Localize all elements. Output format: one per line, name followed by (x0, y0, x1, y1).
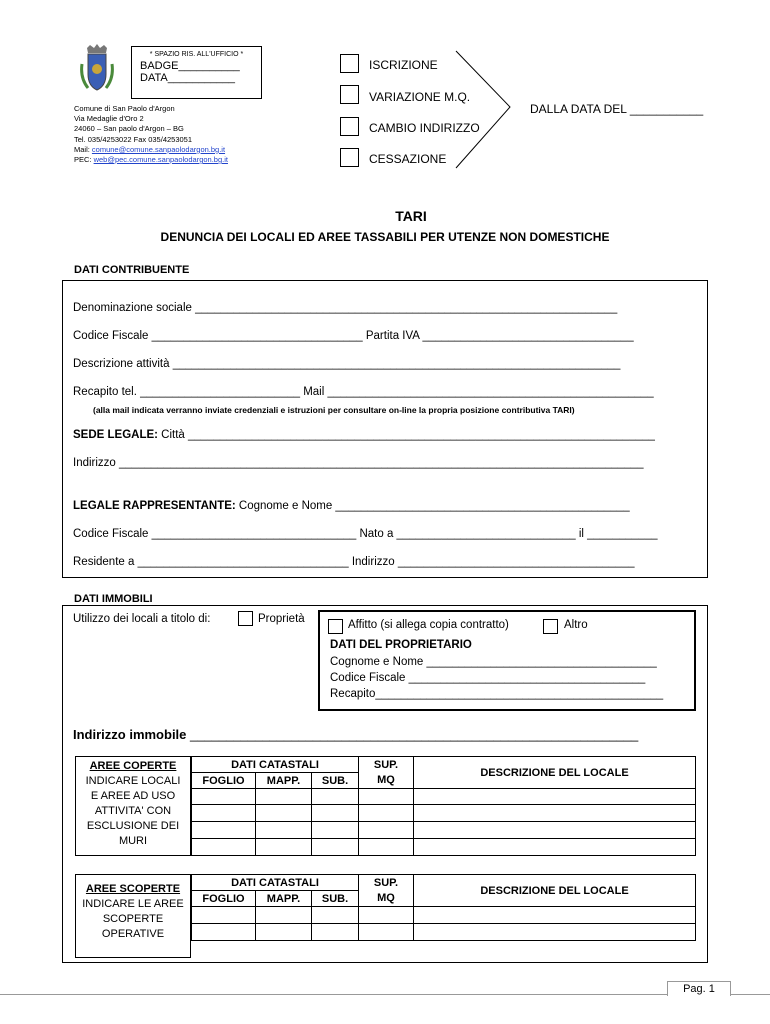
aree-coperte-desc-2: E AREE AD USO (90, 790, 176, 802)
field-indirizzo[interactable]: Indirizzo __________________________________________________________________________________ (73, 457, 644, 469)
sub-header: SUB. (312, 891, 359, 907)
cell-descrizione[interactable] (414, 822, 696, 839)
option-cambio-indirizzo[interactable] (340, 117, 359, 141)
cell-descrizione[interactable] (414, 789, 696, 805)
sup-header: SUP. (359, 875, 414, 891)
bracket-arrow (455, 50, 515, 170)
table-row (192, 822, 696, 839)
cell-mapp[interactable] (256, 907, 312, 924)
field-denominazione[interactable]: Denominazione sociale __________________________________________________________________ (73, 302, 618, 314)
aree-coperte-desc-3: ATTIVITA' CON (94, 805, 172, 817)
cell-foglio[interactable] (192, 924, 256, 941)
sup-header: SUP. (359, 757, 414, 773)
dati-catastali-header: DATI CATASTALI (192, 875, 359, 891)
mapp-header: MAPP. (256, 773, 312, 789)
cambio-indirizzo-checkbox[interactable] (340, 117, 359, 136)
aree-coperte-table (191, 756, 696, 856)
proprieta-label: Proprietà (258, 613, 305, 625)
cell-descrizione[interactable] (414, 805, 696, 822)
municipality-city: 24060 – San paolo d'Argon – BG (74, 124, 184, 134)
cell-mapp[interactable] (256, 789, 312, 805)
aree-scoperte-desc-2: SCOPERTE (102, 913, 164, 925)
option-cessazione-label: CESSAZIONE (369, 152, 447, 166)
aree-scoperte-label-cell (75, 874, 191, 958)
cell-sub[interactable] (312, 907, 359, 924)
pec-label: PEC: (74, 155, 94, 165)
footer-rule (0, 994, 770, 995)
cell-descrizione[interactable] (414, 839, 696, 856)
office-reserved-box (131, 46, 262, 99)
table-row (192, 789, 696, 805)
cell-sub[interactable] (312, 805, 359, 822)
aree-coperte-desc-1: INDICARE LOCALI (85, 775, 181, 787)
cell-sub[interactable] (312, 924, 359, 941)
proprieta-checkbox[interactable] (238, 611, 253, 626)
proprietario-cf[interactable]: Codice Fiscale _____________________________________ (330, 672, 646, 684)
table-row (192, 907, 696, 924)
aree-scoperte-table (191, 874, 696, 941)
option-variazione-label: VARIAZIONE M.Q. (369, 90, 471, 104)
municipality-logo (80, 44, 114, 94)
option-cambio-indirizzo-label: CAMBIO INDIRIZZO (369, 121, 480, 135)
field-codice-fiscale-piva[interactable]: Codice Fiscale _________________________________ Partita IVA _________________________________ (73, 330, 634, 342)
field-sede-legale[interactable] (73, 429, 655, 441)
mail-label: Mail: (74, 144, 92, 154)
cell-sub[interactable] (312, 789, 359, 805)
cell-sup[interactable] (359, 822, 414, 839)
sede-legale-city: Città _________________________________________________________________________ (157, 429, 655, 441)
cell-foglio[interactable] (192, 907, 256, 924)
table-row (192, 839, 696, 856)
affitto-checkbox[interactable] (328, 619, 343, 634)
municipality-tel: Tel. 035/4253022 Fax 035/4253051 (74, 134, 193, 144)
legale-rappresentante-name: Cognome e Nome ______________________________________________ (235, 500, 630, 512)
field-recapito-mail[interactable]: Recapito tel. _________________________ Mail ___________________________________________________ (73, 386, 654, 398)
mail-link[interactable]: comune@comune.sanpaolodargon.bg.it (91, 144, 226, 154)
indirizzo-immobile-label: Indirizzo immobile (73, 727, 187, 742)
date-from: DALLA DATA DEL ___________ (530, 102, 704, 116)
cell-sub[interactable] (312, 822, 359, 839)
page-number: Pag. 1 (683, 983, 715, 995)
descrizione-header: DESCRIZIONE DEL LOCALE (414, 757, 696, 789)
mq-header: MQ (359, 773, 414, 789)
proprietario-title: DATI DEL PROPRIETARIO (330, 639, 472, 651)
cell-foglio[interactable] (192, 789, 256, 805)
cell-mapp[interactable] (256, 839, 312, 856)
aree-scoperte-desc-3: OPERATIVE (101, 928, 165, 940)
field-legale-rappresentante[interactable] (73, 500, 630, 512)
proprietario-cognome[interactable]: Cognome e Nome ____________________________________ (330, 656, 657, 668)
altro-label: Altro (564, 619, 588, 631)
cell-sup[interactable] (359, 907, 414, 924)
foglio-header: FOGLIO (192, 891, 256, 907)
cell-foglio[interactable] (192, 839, 256, 856)
aree-coperte-desc-4: ESCLUSIONE DEI (86, 820, 180, 832)
aree-scoperte-desc-1: INDICARE LE AREE (82, 898, 184, 910)
field-residente[interactable]: Residente a _________________________________ Indirizzo _____________________________________ (73, 556, 635, 568)
form-subtitle: DENUNCIA DEI LOCALI ED AREE TASSABILI PER UTENZE NON DOMESTICHE (160, 230, 610, 244)
sede-legale-label: SEDE LEGALE: (73, 429, 158, 441)
form-title: TARI (395, 208, 427, 224)
office-box-badge: BADGE__________ (140, 60, 240, 72)
variazione-checkbox[interactable] (340, 85, 359, 104)
sub-header: SUB. (312, 773, 359, 789)
aree-scoperte-title: AREE SCOPERTE (85, 883, 181, 895)
proprietario-recapito[interactable]: Recapito_____________________________________________ (330, 688, 664, 700)
municipality-address: Via Medaglie d'Oro 2 (74, 114, 144, 124)
dati-catastali-header: DATI CATASTALI (192, 757, 359, 773)
aree-coperte-title: AREE COPERTE (89, 760, 177, 772)
table-row (192, 805, 696, 822)
cell-mapp[interactable] (256, 805, 312, 822)
office-box-title: * SPAZIO RIS. ALL'UFFICIO * (149, 51, 244, 58)
cell-descrizione[interactable] (414, 924, 696, 941)
iscrizione-checkbox[interactable] (340, 54, 359, 73)
cell-mapp[interactable] (256, 924, 312, 941)
mapp-header: MAPP. (256, 891, 312, 907)
mq-header: MQ (359, 891, 414, 907)
aree-coperte-desc-5: MURI (118, 835, 148, 847)
contribuente-section-title: DATI CONTRIBUENTE (74, 264, 190, 276)
field-descrizione-attivita[interactable]: Descrizione attività ______________________________________________________________________ (73, 358, 621, 370)
affitto-label: Affitto (si allega copia contratto) (348, 619, 509, 631)
cessazione-checkbox[interactable] (340, 148, 359, 167)
cell-sub[interactable] (312, 839, 359, 856)
mail-note: (alla mail indicata verranno inviate credenziali e istruzioni per consultare on-line la propria posizione contributiva TARI) (93, 405, 575, 415)
indirizzo-immobile-line: ______________________________________________________________ (186, 727, 639, 742)
cell-mapp[interactable] (256, 822, 312, 839)
field-cf-nato[interactable]: Codice Fiscale ________________________________ Nato a ____________________________ il ___________ (73, 528, 658, 540)
option-iscrizione-label: ISCRIZIONE (369, 58, 438, 72)
municipality-info (74, 104, 304, 165)
pec-link[interactable]: web@pec.comune.sanpaolodargon.bg.it (93, 155, 228, 165)
field-indirizzo-immobile[interactable] (73, 727, 638, 742)
descrizione-header: DESCRIZIONE DEL LOCALE (414, 875, 696, 907)
cell-sup[interactable] (359, 839, 414, 856)
aree-coperte-label-cell (75, 756, 191, 856)
cell-foglio[interactable] (192, 822, 256, 839)
legale-rappresentante-label: LEGALE RAPPRESENTANTE: (73, 500, 236, 512)
altro-checkbox[interactable] (543, 619, 558, 634)
table-row (192, 924, 696, 941)
utilizzo-label: Utilizzo dei locali a titolo di: (73, 613, 211, 625)
option-iscrizione[interactable] (340, 54, 359, 78)
option-variazione[interactable] (340, 85, 359, 109)
cell-foglio[interactable] (192, 805, 256, 822)
municipality-name: Comune di San Paolo d'Argon (74, 104, 175, 113)
immobili-section-title: DATI IMMOBILI (74, 593, 153, 605)
option-cessazione[interactable] (340, 148, 359, 172)
foglio-header: FOGLIO (192, 773, 256, 789)
cell-sup[interactable] (359, 789, 414, 805)
cell-sup[interactable] (359, 805, 414, 822)
page-number-tab (667, 981, 731, 996)
cell-descrizione[interactable] (414, 907, 696, 924)
office-box-data: DATA___________ (140, 72, 235, 84)
cell-sup[interactable] (359, 924, 414, 941)
